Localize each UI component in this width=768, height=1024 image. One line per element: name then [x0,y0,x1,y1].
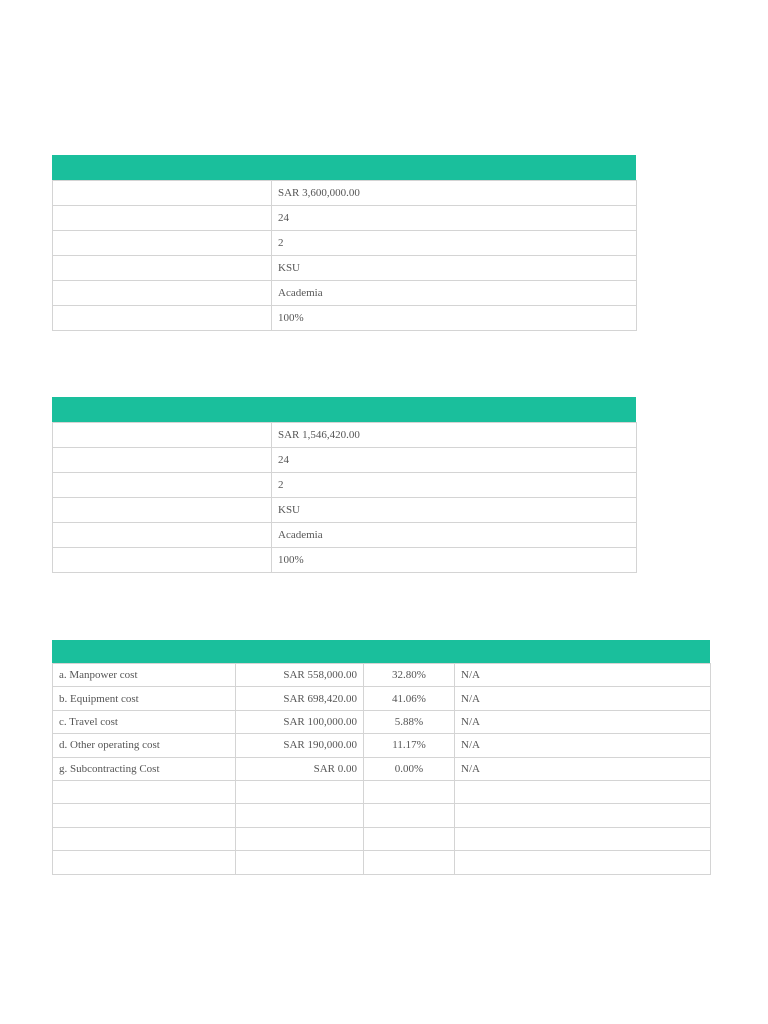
table-row [53,256,637,281]
table-row [53,448,637,473]
table2-header-bar [52,397,636,422]
table-row [53,473,637,498]
cost-note [455,780,711,803]
count-value: 2 [272,473,637,498]
row-label [53,281,272,306]
cost-note: N/A [455,687,711,710]
sector-value: Academia [272,281,637,306]
cost-item: c. Travel cost [53,710,236,733]
table-row [53,664,711,687]
project-summary-table [52,180,637,331]
cost-amount: SAR 558,000.00 [236,664,364,687]
cost-percent [364,804,455,827]
cost-percent [364,827,455,850]
cost-note: N/A [455,757,711,780]
table-row [53,710,711,733]
cost-item: d. Other operating cost [53,734,236,757]
table-row [53,423,637,448]
cost-breakdown-table [52,663,711,875]
total-budget-value: SAR 3,600,000.00 [272,181,637,206]
row-label [53,206,272,231]
cost-item [53,827,236,850]
cost-amount: SAR 100,000.00 [236,710,364,733]
table-row [53,851,711,874]
row-label [53,181,272,206]
row-label [53,231,272,256]
table3-header-bar [52,640,710,663]
cost-amount [236,851,364,874]
row-label [53,548,272,573]
row-label [53,523,272,548]
institution-value: KSU [272,256,637,281]
cost-note: N/A [455,734,711,757]
table-row [53,780,711,803]
table-row [53,804,711,827]
count-value: 2 [272,231,637,256]
requested-budget-table [52,422,637,573]
duration-value: 24 [272,448,637,473]
table-row [53,281,637,306]
table-row [53,827,711,850]
table-row [53,757,711,780]
row-label [53,473,272,498]
cost-percent [364,780,455,803]
cost-item: b. Equipment cost [53,687,236,710]
row-label [53,498,272,523]
row-label [53,423,272,448]
cost-amount [236,827,364,850]
share-value: 100% [272,548,637,573]
cost-percent: 41.06% [364,687,455,710]
table-row [53,523,637,548]
table-row [53,231,637,256]
cost-note [455,827,711,850]
row-label [53,448,272,473]
table-row [53,548,637,573]
table1-header-bar [52,155,636,180]
cost-amount: SAR 0.00 [236,757,364,780]
cost-note [455,804,711,827]
row-label [53,256,272,281]
table-row [53,206,637,231]
table-row [53,734,711,757]
table-row [53,306,637,331]
cost-percent: 5.88% [364,710,455,733]
cost-note [455,851,711,874]
cost-percent: 11.17% [364,734,455,757]
table-row [53,687,711,710]
cost-item: g. Subcontracting Cost [53,757,236,780]
cost-item [53,780,236,803]
cost-item: a. Manpower cost [53,664,236,687]
row-label [53,306,272,331]
cost-percent: 32.80% [364,664,455,687]
cost-amount [236,804,364,827]
table-row [53,181,637,206]
sector-value: Academia [272,523,637,548]
cost-item [53,804,236,827]
institution-value: KSU [272,498,637,523]
cost-item [53,851,236,874]
cost-percent [364,851,455,874]
cost-note: N/A [455,710,711,733]
cost-percent: 0.00% [364,757,455,780]
table-row [53,498,637,523]
duration-value: 24 [272,206,637,231]
requested-budget-value: SAR 1,546,420.00 [272,423,637,448]
share-value: 100% [272,306,637,331]
cost-amount: SAR 698,420.00 [236,687,364,710]
cost-note: N/A [455,664,711,687]
cost-amount [236,780,364,803]
cost-amount: SAR 190,000.00 [236,734,364,757]
